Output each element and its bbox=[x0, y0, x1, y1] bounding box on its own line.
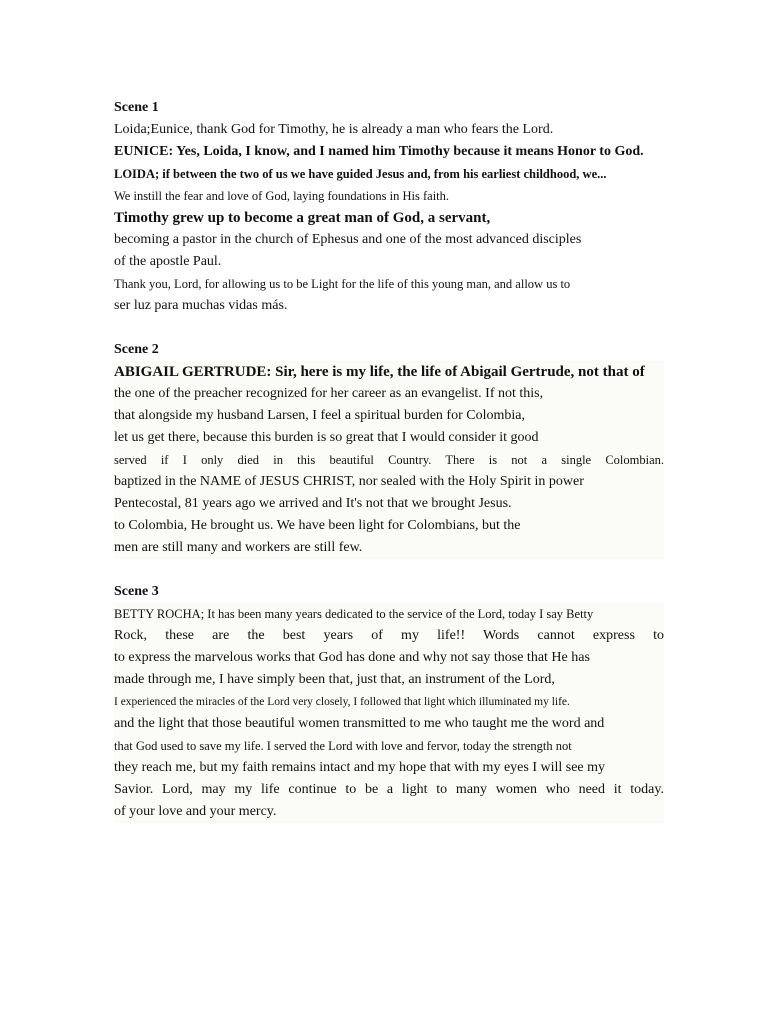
text-line: of your love and your mercy. bbox=[114, 801, 664, 823]
text-line: the one of the preacher recognized for her career as an evangelist. If not this, bbox=[114, 383, 664, 405]
text-line: they reach me, but my faith remains intact and my hope that with my eyes I will see my bbox=[114, 757, 664, 779]
scene-3 bbox=[114, 581, 664, 823]
text-line: made through me, I have simply been that, just that, an instrument of the Lord, bbox=[114, 669, 664, 691]
scene-heading: Scene 2 bbox=[114, 342, 159, 357]
text-line: ABIGAIL GERTRUDE: Sir, here is my life, the life of Abigail Gertrude, not that of bbox=[114, 361, 664, 383]
scene-heading: Scene 1 bbox=[114, 100, 159, 115]
text-line: Thank you, Lord, for allowing us to be Light for the life of this young man, and allow us to bbox=[114, 277, 571, 291]
text-line: to Colombia, He brought us. We have been light for Colombians, but the bbox=[114, 515, 664, 537]
text-line: let us get there, because this burden is so great that I would consider it good bbox=[114, 427, 664, 449]
text-line: Rock, these are the best years of my life!! Words cannot express to bbox=[114, 625, 664, 647]
document-page bbox=[114, 97, 664, 823]
scene-1 bbox=[114, 97, 664, 317]
text-line: Pentecostal, 81 years ago we arrived and It's not that we brought Jesus. bbox=[114, 493, 664, 515]
text-line: served if I only died in this beautiful Country. There is not a single Colombian. bbox=[114, 449, 664, 471]
section-spacer bbox=[114, 317, 664, 339]
text-line: LOIDA; if between the two of us we have guided Jesus and, from his earliest childhood, we... bbox=[114, 167, 607, 181]
text-line: of the apostle Paul. bbox=[114, 254, 222, 269]
text-line: BETTY ROCHA; It has been many years dedicated to the service of the Lord, today I say Betty bbox=[114, 603, 664, 625]
text-line: that God used to save my life. I served the Lord with love and fervor, today the strength not bbox=[114, 735, 664, 757]
text-line: EUNICE: Yes, Loida, I know, and I named him Timothy because it means Honor to God. bbox=[114, 144, 644, 159]
scene-heading: Scene 3 bbox=[114, 584, 159, 599]
scene-2 bbox=[114, 339, 664, 559]
text-line: Loida;Eunice, thank God for Timothy, he is already a man who fears the Lord. bbox=[114, 122, 554, 137]
text-line: becoming a pastor in the church of Ephesus and one of the most advanced disciples bbox=[114, 232, 582, 247]
text-line: to express the marvelous works that God has done and why not say those that He has bbox=[114, 647, 664, 669]
text-line: baptized in the NAME of JESUS CHRIST, nor sealed with the Holy Spirit in power bbox=[114, 471, 664, 493]
text-line: Timothy grew up to become a great man of God, a servant, bbox=[114, 210, 491, 226]
text-line: Savior. Lord, may my life continue to be a light to many women who need it today. bbox=[114, 779, 664, 801]
text-line: I experienced the miracles of the Lord very closely, I followed that light which illuminated my life. bbox=[114, 691, 664, 713]
text-line: ser luz para muchas vidas más. bbox=[114, 298, 288, 313]
section-spacer bbox=[114, 559, 664, 581]
text-line: and the light that those beautiful women transmitted to me who taught me the word and bbox=[114, 713, 664, 735]
text-line: that alongside my husband Larsen, I feel a spiritual burden for Colombia, bbox=[114, 405, 664, 427]
text-line: We instill the fear and love of God, laying foundations in His faith. bbox=[114, 189, 450, 203]
text-line: men are still many and workers are still few. bbox=[114, 537, 664, 559]
